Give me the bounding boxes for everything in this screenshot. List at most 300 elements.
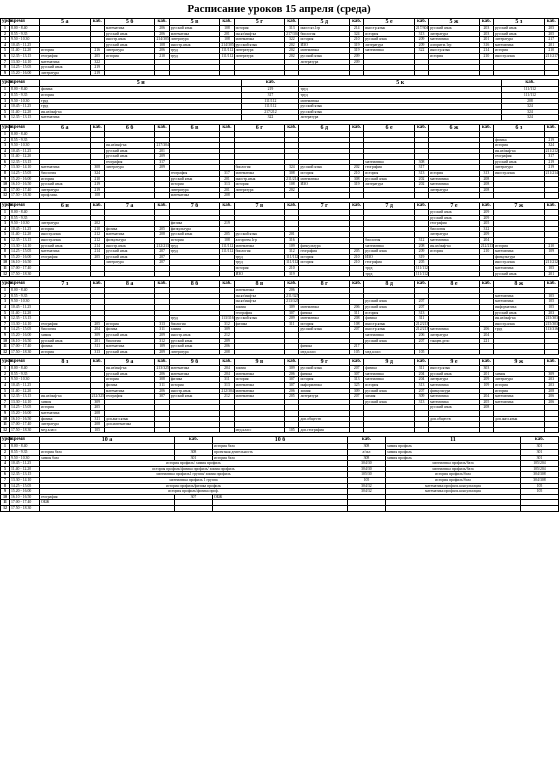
- subject-cell: иност.яз.1гр: [299, 26, 350, 32]
- subject-cell: русский язык: [364, 299, 415, 305]
- room-cell: [479, 427, 493, 433]
- lesson-number: 1: [1, 210, 10, 216]
- room-cell: 301: [520, 455, 558, 461]
- class-name: 7 а: [104, 203, 155, 210]
- lesson-number: 2: [1, 450, 10, 456]
- subject-cell: русский язык: [40, 182, 91, 188]
- room-cell: 206: [350, 304, 364, 310]
- schedule-table: [0, 280, 559, 355]
- room-cell: 304/32: [347, 489, 385, 495]
- room-cell: 111/112: [286, 260, 299, 265]
- subject-cell: [429, 349, 480, 355]
- subject-cell: [364, 193, 415, 199]
- lesson-time: 16.10 - 16.50: [10, 260, 40, 266]
- room-cell: 214/305: [156, 37, 169, 42]
- subject-cell: русский язык: [299, 104, 501, 110]
- room-cell: 206: [285, 288, 299, 294]
- lesson-time: 15.20 - 16.00: [10, 332, 40, 338]
- subject-cell: физика: [299, 371, 350, 377]
- lesson-time: 17.00 - 17.40: [10, 187, 40, 193]
- room-cell: 313: [285, 26, 299, 32]
- lesson-number: 5: [1, 154, 10, 160]
- room-cell: 215/303: [545, 316, 559, 321]
- subject-cell: химия: [364, 394, 415, 400]
- subject-cell: математика: [104, 232, 155, 238]
- subject-cell: математика профиль/база: [385, 466, 520, 472]
- room-cell: 211/214: [286, 176, 299, 181]
- lesson-number: 6: [1, 316, 10, 322]
- subject-cell: история: [299, 171, 350, 177]
- subject-cell: русский язык: [364, 338, 415, 344]
- subject-cell: русский язык: [104, 332, 155, 338]
- subject-cell: математика профиль1 группа/ химия профиль: [40, 472, 348, 478]
- subject-cell: труд: [169, 249, 220, 255]
- lesson-number: 2: [1, 293, 10, 299]
- subject-cell: математика: [234, 37, 285, 43]
- room-cell: 209: [414, 37, 428, 43]
- room-cell: 303: [479, 366, 493, 372]
- subject-cell: география: [299, 249, 350, 255]
- lesson-number: 2: [1, 215, 10, 221]
- lesson-time: 8.00 - 8.40: [10, 87, 40, 93]
- class-name: 9 в: [234, 359, 285, 366]
- room-cell: 307: [155, 394, 169, 400]
- lesson-number: 5: [1, 388, 10, 394]
- room-cell: 214/305: [221, 42, 234, 47]
- subject-cell: иностр.язык: [40, 232, 91, 238]
- lesson-number: 5: [1, 48, 10, 54]
- room-cell: 209: [479, 232, 493, 238]
- header-kab: каб.: [220, 203, 234, 210]
- subject-cell: русский язык: [104, 31, 155, 37]
- subject-cell: математика: [494, 299, 545, 305]
- subject-cell: математика: [299, 98, 501, 104]
- subject-cell: математика: [104, 388, 155, 394]
- room-cell: 208: [479, 187, 493, 193]
- lesson-number: 6: [1, 238, 10, 244]
- room-cell: 209: [220, 338, 234, 344]
- subject-cell: русский язык: [40, 65, 91, 71]
- room-cell: [220, 427, 234, 433]
- lesson-time: 14.25 - 15.05: [10, 249, 40, 255]
- lesson-time: 17.00 - 17.40: [10, 422, 40, 428]
- lesson-number: 4: [1, 104, 10, 110]
- lesson-time: 17.00 - 17.40: [10, 344, 40, 350]
- class-name: 6 г: [234, 124, 285, 131]
- subject-cell: [234, 349, 285, 355]
- subject-cell: математика: [169, 366, 220, 372]
- lesson-time: 11.40 - 12.20: [10, 232, 40, 238]
- lesson-time: 12.35 - 13.15: [10, 316, 40, 322]
- room-cell: 210: [544, 243, 558, 249]
- lesson-number: 9: [1, 176, 10, 182]
- room-cell: 111/112: [501, 92, 558, 98]
- lesson-time: 14.25 - 15.05: [10, 483, 40, 489]
- lesson-time: 9.50 - 10.30: [10, 37, 40, 43]
- room-cell: 205: [544, 26, 558, 32]
- room-cell: [544, 193, 558, 199]
- subject-cell: русский язык: [234, 42, 285, 48]
- schedule-table: [0, 124, 559, 199]
- subject-cell: литература: [429, 31, 480, 37]
- room-cell: 324: [544, 143, 558, 149]
- header-kab: каб.: [155, 359, 169, 366]
- room-cell: 211/217: [545, 53, 558, 58]
- subject-cell: математика: [234, 383, 285, 389]
- subject-cell: физика: [364, 316, 415, 322]
- room-cell: 322: [414, 48, 428, 54]
- room-cell: 203: [544, 377, 558, 383]
- subject-cell: история база: [212, 444, 347, 450]
- subject-cell: труд: [169, 316, 220, 322]
- subject-cell: информатика: [494, 304, 545, 310]
- lesson-time: 9.50 - 10.30: [10, 98, 40, 104]
- subject-cell: физика: [169, 377, 220, 383]
- lesson-time: 17.00 - 17.40: [10, 265, 40, 271]
- room-cell: 202: [350, 165, 364, 171]
- subject-cell: иностр.язык: [169, 388, 220, 394]
- subject-cell: история профиль/база: [385, 472, 520, 478]
- header-kab: каб.: [414, 19, 428, 26]
- room-cell: [350, 271, 364, 277]
- lesson-number: 10: [1, 416, 10, 422]
- room-cell: 309: [544, 371, 558, 377]
- header-vremya: время: [10, 19, 40, 26]
- subject-cell: история: [40, 226, 91, 232]
- schedule-section: [0, 436, 558, 511]
- room-cell: 209: [479, 377, 493, 383]
- lesson-time: 9.50 - 10.30: [10, 455, 40, 461]
- subject-cell: биология: [429, 226, 480, 232]
- room-cell: 204: [414, 377, 428, 383]
- class-name: 6 и: [40, 203, 91, 210]
- room-cell: 307: [174, 494, 212, 500]
- room-cell: 105: [544, 299, 558, 305]
- room-cell: 209: [155, 165, 169, 171]
- lesson-number: 1: [1, 366, 10, 372]
- header-row: [1, 19, 559, 26]
- subject-cell: география: [364, 165, 415, 171]
- subject-cell: история: [299, 37, 350, 43]
- class-name: 7 д: [364, 203, 415, 210]
- lesson-row: [1, 70, 559, 76]
- lesson-time: 8.00 - 8.40: [10, 210, 40, 216]
- subject-cell: иностр.язык: [40, 238, 91, 244]
- room-cell: 213/325: [286, 299, 299, 304]
- lesson-number: 8: [1, 327, 10, 333]
- lesson-number: 6: [1, 115, 10, 121]
- subject-cell: русский язык: [299, 53, 350, 59]
- subject-cell: русский язык: [169, 344, 220, 350]
- room-cell: 208: [479, 405, 493, 411]
- subject-cell: математика профиль консультация: [385, 483, 520, 489]
- subject-cell: [364, 70, 415, 76]
- room-cell: 207: [155, 254, 169, 260]
- subject-cell: химия: [40, 399, 91, 405]
- subject-cell: физкультура: [429, 388, 480, 394]
- room-cell: 309: [90, 399, 104, 405]
- room-cell: 207: [414, 388, 428, 394]
- room-cell: 208: [544, 388, 558, 394]
- subject-cell: [234, 193, 285, 199]
- lesson-number: 1: [1, 26, 10, 32]
- lesson-time: 9.50 - 10.30: [10, 377, 40, 383]
- subject-cell: русский язык: [169, 394, 220, 400]
- subject-cell: история: [40, 48, 91, 54]
- room-cell: 301: [174, 455, 212, 461]
- lesson-time: 10.45 - 11.25: [10, 148, 40, 154]
- subject-cell: доп.обществ: [429, 416, 480, 422]
- schedule-section: [0, 280, 558, 355]
- room-cell: 202: [90, 221, 104, 227]
- room-cell: 205: [479, 221, 493, 227]
- class-name: 5 и: [40, 80, 242, 87]
- room-cell: 313: [220, 182, 234, 188]
- subject-cell: русский язык: [299, 165, 350, 171]
- subject-cell: химия: [234, 366, 285, 372]
- room-cell: 208: [220, 349, 234, 355]
- lesson-time: 16.10 - 16.50: [10, 494, 40, 500]
- lesson-number: 12: [1, 505, 10, 511]
- lesson-number: 9: [1, 411, 10, 417]
- subject-cell: русский язык: [364, 37, 415, 43]
- room-cell: 319: [350, 48, 364, 54]
- room-cell: 205: [414, 260, 428, 266]
- lesson-number: 9: [1, 332, 10, 338]
- room-cell: 313: [350, 377, 364, 383]
- lesson-number: 7: [1, 399, 10, 405]
- room-cell: 206: [479, 327, 493, 333]
- subject-cell: [385, 505, 520, 511]
- room-cell: 209: [155, 332, 169, 338]
- subject-cell: история профиль/физика проф.: [40, 489, 348, 495]
- lesson-number: 11: [1, 422, 10, 428]
- subject-cell: математика: [364, 159, 415, 165]
- subject-cell: биология: [234, 249, 285, 255]
- subject-cell: иностр.язык: [364, 26, 415, 32]
- lesson-number: 8: [1, 171, 10, 177]
- subject-cell: литература: [494, 37, 545, 43]
- lesson-number: 3: [1, 98, 10, 104]
- room-cell: [544, 427, 558, 433]
- room-cell: 301: [520, 450, 558, 456]
- subject-cell: иностр.язык: [104, 37, 155, 43]
- room-cell: 316: [479, 42, 493, 48]
- lesson-number: 4: [1, 383, 10, 389]
- lesson-time: 11.40 - 12.20: [10, 48, 40, 54]
- room-cell: 214: [90, 249, 104, 255]
- subject-cell: история: [40, 405, 91, 411]
- subject-cell: физика: [40, 344, 91, 350]
- subject-cell: русский язык: [104, 254, 155, 260]
- subject-cell: ИЗО: [234, 271, 285, 277]
- room-cell: 304/32: [347, 483, 385, 489]
- subject-cell: история: [364, 31, 415, 37]
- subject-cell: история: [234, 265, 285, 271]
- subject-cell: история: [299, 377, 350, 383]
- header-row: [1, 281, 559, 288]
- lesson-time: 13.30 - 14.10: [10, 399, 40, 405]
- subject-cell: история: [169, 238, 220, 244]
- class-name: 7 ж: [494, 203, 545, 210]
- header-kab: каб.: [414, 124, 428, 131]
- lesson-number: 11: [1, 187, 10, 193]
- subject-cell: математика: [234, 288, 285, 294]
- room-cell: 209: [479, 210, 493, 216]
- class-name: 5 д: [299, 19, 350, 26]
- lesson-number: 9: [1, 489, 10, 495]
- subject-cell: [212, 505, 347, 511]
- room-cell: 201: [285, 232, 299, 238]
- class-name: 7 е: [429, 203, 480, 210]
- subject-cell: история: [429, 171, 480, 177]
- room-cell: 206: [220, 344, 234, 350]
- subject-cell: математика: [429, 399, 480, 405]
- room-cell: 319: [414, 254, 428, 260]
- room-cell: 313: [414, 31, 428, 37]
- room-cell: 324: [350, 31, 364, 37]
- subject-cell: литература: [429, 187, 480, 193]
- room-cell: 205: [90, 53, 104, 59]
- room-cell: 212/304: [221, 388, 234, 393]
- subject-cell: география: [429, 221, 480, 227]
- subject-cell: физкультура: [169, 226, 220, 232]
- room-cell: 308: [174, 450, 212, 456]
- subject-cell: ин.яз/инф-ка: [234, 299, 285, 305]
- lesson-row: [1, 115, 559, 121]
- lesson-time: 10.45 - 11.25: [10, 104, 40, 110]
- lesson-number: 3: [1, 455, 10, 461]
- subject-cell: химия профиль: [385, 450, 520, 456]
- header-kab: каб.: [155, 124, 169, 131]
- room-cell: 324: [285, 165, 299, 171]
- lesson-time: 8.55 - 9.35: [10, 293, 40, 299]
- subject-cell: ин.яз/инф-ка: [234, 293, 285, 299]
- subject-cell: русский язык: [299, 366, 350, 372]
- lesson-number: 7: [1, 477, 10, 483]
- page-title: Расписание уроков 15 апреля (среда): [187, 3, 371, 15]
- room-cell: [479, 70, 493, 76]
- lesson-time: 9.50 - 10.30: [10, 221, 40, 227]
- room-cell: 319: [285, 271, 299, 277]
- subject-cell: [169, 271, 220, 277]
- lesson-time: 8.55 - 9.35: [10, 31, 40, 37]
- room-cell: 311: [155, 327, 169, 333]
- room-cell: 105/204: [520, 461, 558, 467]
- subject-cell: история: [40, 92, 242, 98]
- lesson-time: 13.30 - 14.10: [10, 59, 40, 65]
- subject-cell: труд: [299, 87, 501, 93]
- room-cell: [285, 70, 299, 76]
- room-cell: 304/308: [520, 477, 558, 483]
- room-cell: 307: [350, 371, 364, 377]
- schedule-section: [0, 124, 558, 199]
- room-cell: 211/212: [545, 148, 558, 153]
- room-cell: 312: [414, 238, 428, 244]
- subject-cell: химия: [40, 332, 91, 338]
- room-cell: [544, 349, 558, 355]
- lesson-time: 11.40 - 12.20: [10, 466, 40, 472]
- room-cell: 105/204: [520, 466, 558, 472]
- class-name: 7 з: [40, 281, 91, 288]
- subject-cell: русский язык: [299, 109, 501, 115]
- lesson-time: 8.55 - 9.35: [10, 371, 40, 377]
- subject-cell: алгоритм.1гр: [429, 42, 480, 48]
- header-kab: каб.: [544, 281, 558, 288]
- room-cell: [414, 193, 428, 199]
- lesson-time: 14.25 - 15.05: [10, 405, 40, 411]
- room-cell: 202: [285, 53, 299, 59]
- subject-cell: история: [104, 377, 155, 383]
- lesson-number: 4: [1, 226, 10, 232]
- subject-cell: алгоритм.1гр: [234, 238, 285, 244]
- header-row: [1, 80, 559, 87]
- room-cell: 203: [479, 31, 493, 37]
- subject-cell: история профиль/ химия профиль: [40, 461, 348, 467]
- room-cell: 204: [414, 371, 428, 377]
- room-cell: 206: [155, 26, 169, 32]
- room-cell: 206: [544, 399, 558, 405]
- subject-cell: [299, 70, 350, 76]
- room-cell: 319: [350, 42, 364, 48]
- room-cell: 212/213: [156, 243, 169, 248]
- header-kab: каб.: [350, 281, 364, 288]
- room-cell: [285, 349, 299, 355]
- subject-cell: труд: [234, 254, 285, 260]
- lesson-number: 2: [1, 371, 10, 377]
- room-cell: 301: [520, 444, 558, 450]
- room-cell: [155, 427, 169, 433]
- subject-cell: география: [169, 171, 220, 177]
- room-cell: 217/304: [415, 26, 429, 30]
- lesson-number: 11: [1, 265, 10, 271]
- subject-cell: труд: [40, 104, 242, 110]
- room-cell: 209: [350, 59, 364, 65]
- subject-cell: история: [299, 260, 350, 266]
- room-cell: 208: [479, 182, 493, 188]
- class-name: 6 ж: [429, 124, 480, 131]
- lesson-number: 12: [1, 193, 10, 199]
- room-cell: 111/112: [242, 104, 299, 110]
- subject-cell: история: [234, 26, 285, 32]
- subject-cell: иностр.язык: [494, 321, 545, 327]
- room-cell: 313: [414, 383, 428, 389]
- room-cell: 322: [285, 37, 299, 43]
- subject-cell: математика: [364, 243, 415, 249]
- subject-cell: русский язык: [299, 327, 350, 333]
- room-cell: 317: [155, 159, 169, 165]
- subject-cell: литература: [169, 187, 220, 193]
- subject-cell: история база: [212, 455, 347, 461]
- room-cell: 309: [414, 394, 428, 400]
- room-cell: 219: [544, 159, 558, 165]
- room-cell: 111/112: [286, 254, 299, 259]
- subject-cell: проф.мин.: [40, 193, 91, 199]
- subject-cell: биология: [234, 165, 285, 171]
- lesson-number: 8: [1, 249, 10, 255]
- lesson-time: 15.20 - 16.00: [10, 254, 40, 260]
- class-name: 9 е: [429, 359, 480, 366]
- lesson-number: 2: [1, 31, 10, 37]
- room-cell: 202: [285, 187, 299, 193]
- room-cell: 214: [479, 48, 493, 54]
- subject-cell: мед.класс: [299, 349, 350, 355]
- room-cell: 111/112: [221, 249, 234, 254]
- header-vremya: время: [10, 124, 40, 131]
- room-cell: 208: [414, 243, 428, 249]
- header-kab: каб.: [479, 281, 493, 288]
- room-cell: 221: [479, 338, 493, 344]
